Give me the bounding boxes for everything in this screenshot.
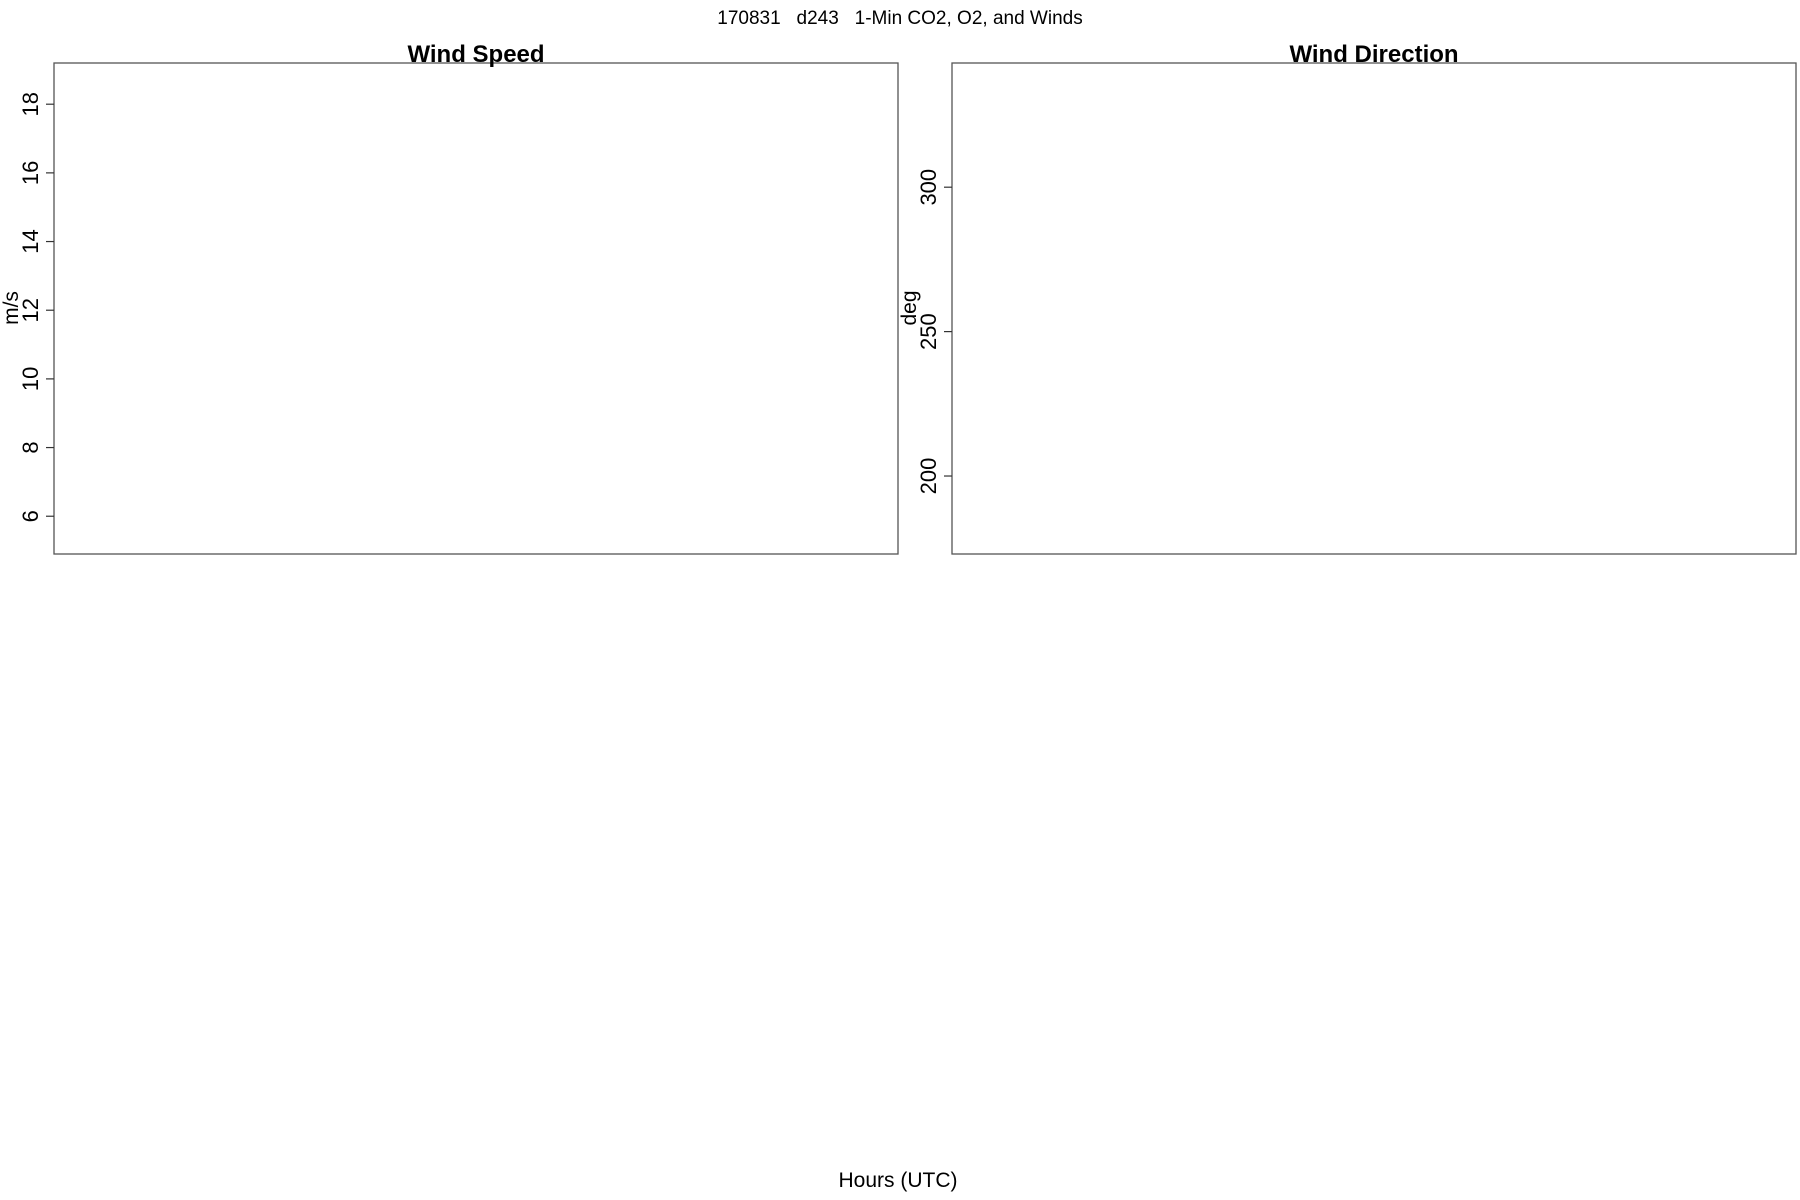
x-axis-label: Hours (UTC) — [838, 1169, 958, 1192]
wind-direction-y-axis-label: deg — [898, 290, 921, 326]
wind-direction-y-ticks — [916, 169, 952, 495]
wind-direction-y-tick-label: 250 — [916, 313, 941, 350]
wind-speed-y-tick-label: 6 — [18, 510, 43, 523]
wind-direction-title: Wind Direction — [1289, 41, 1459, 68]
wind-speed-y-tick-label: 12 — [18, 297, 43, 323]
figure-title: 170831 d243 1-Min CO2, O2, and Winds — [717, 8, 1083, 29]
wind-speed-y-tick-label: 18 — [18, 91, 43, 117]
wind-speed-plot-frame — [54, 63, 898, 554]
wind-speed-y-axis-label: m/s — [0, 291, 23, 325]
wind-direction-y-tick-label: 200 — [916, 457, 941, 495]
wind-direction-panel — [898, 41, 1796, 554]
wind-direction-plot-frame — [952, 63, 1796, 554]
wind-speed-y-tick-label: 16 — [18, 160, 43, 186]
wind-speed-y-ticks — [18, 92, 54, 522]
wind-speed-y-tick-label: 10 — [18, 366, 43, 392]
wind-speed-y-tick-label: 8 — [18, 441, 43, 454]
wind-speed-y-tick-label: 14 — [18, 229, 43, 254]
wind-speed-panel — [0, 41, 898, 554]
wind-direction-y-tick-label: 300 — [916, 168, 941, 206]
wind-speed-title: Wind Speed — [407, 41, 545, 68]
